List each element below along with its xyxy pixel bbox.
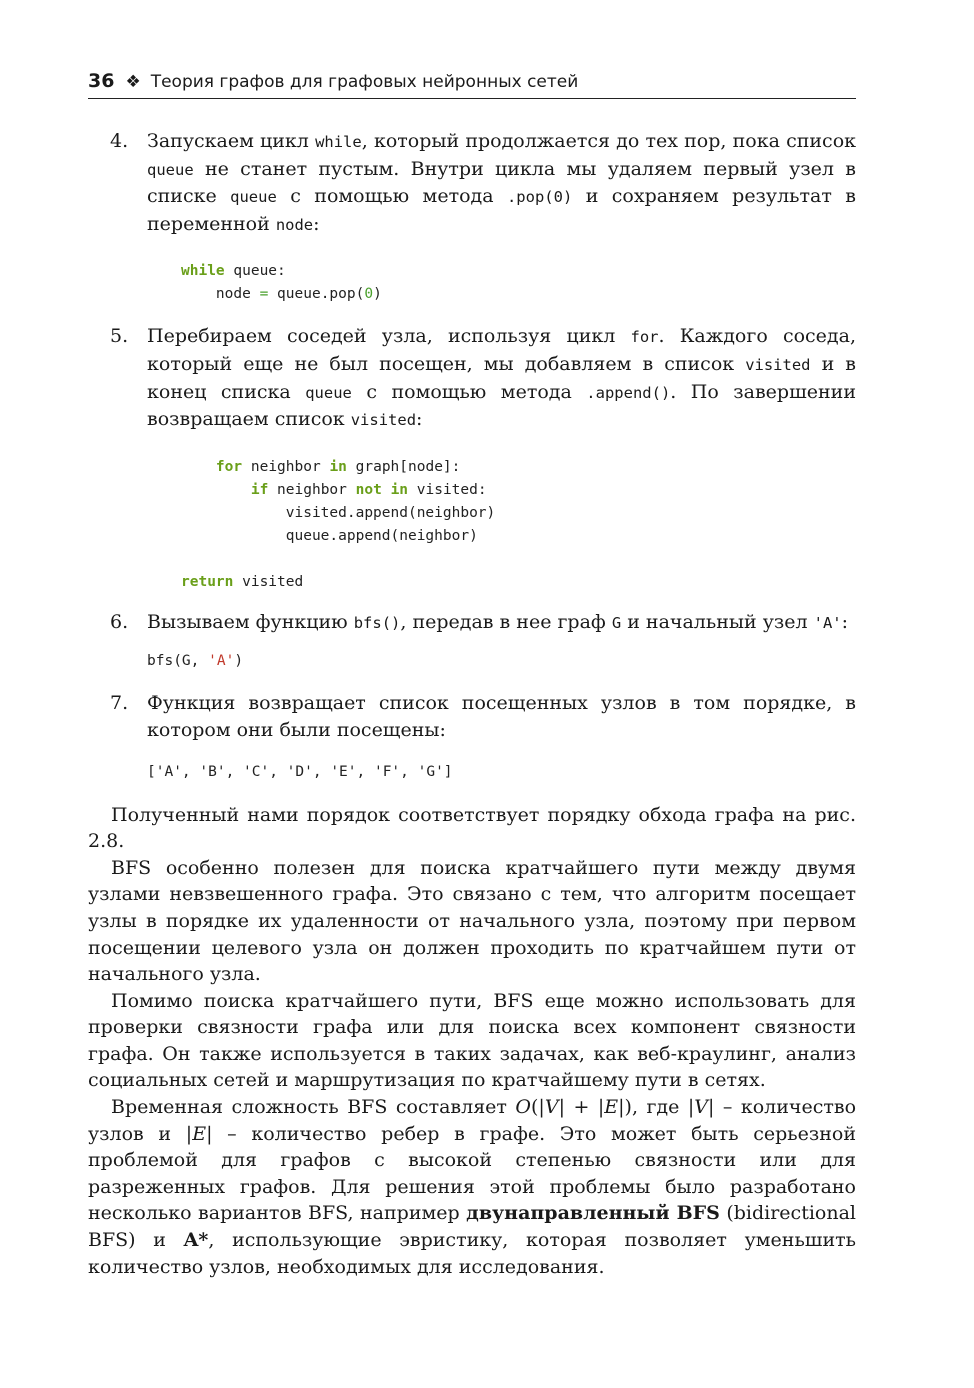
list-number: 4. xyxy=(110,130,129,152)
text-run: |) xyxy=(618,1096,632,1119)
inline-code: queue xyxy=(147,160,194,179)
text-run: : xyxy=(416,408,423,431)
text-run: Перебираем соседей узла, используя цикл xyxy=(147,325,631,348)
bold-term: двунаправленный BFS xyxy=(466,1202,720,1225)
math-symbol: E xyxy=(604,1096,619,1119)
inline-code: bfs() xyxy=(353,613,401,632)
inline-code: visited xyxy=(350,411,417,430)
text-run: Временная сложность BFS составляет xyxy=(111,1096,516,1119)
code-text: neighbor xyxy=(268,481,356,498)
text-run: : xyxy=(841,610,849,633)
list-item-6 xyxy=(88,609,856,637)
text-run: | – количество ребер в графе. Это может быть серьезной проблемой для графов с высокой степенью связности или для разреженных графов. Для решения этой проблемы было разработано несколько вариантов BFS, например xyxy=(88,1122,856,1225)
math-symbol: V xyxy=(544,1096,559,1119)
paragraph-complexity xyxy=(88,1094,856,1280)
code-text: visited xyxy=(233,573,304,590)
inline-code: 'A' xyxy=(813,613,842,632)
code-block-while xyxy=(181,260,856,306)
math-symbol: O xyxy=(515,1096,531,1119)
code-text: neighbor xyxy=(242,458,330,475)
inline-code: .pop(0) xyxy=(506,188,573,207)
text-run: | – количество узлов и | xyxy=(88,1096,857,1145)
text-run: , который продолжается до тех пор, пока список xyxy=(361,130,857,152)
text-run: . По завершении возвращаем список xyxy=(147,380,856,431)
inline-code: queue xyxy=(305,383,352,402)
code-indent xyxy=(181,459,216,475)
math-symbol: E xyxy=(192,1122,207,1145)
text-run: Запускаем цикл xyxy=(147,130,316,152)
code-operator: = xyxy=(259,286,269,303)
code-text: graph[node]: xyxy=(346,458,461,475)
inline-code: node xyxy=(275,215,314,234)
list-item-text xyxy=(147,128,856,238)
text-run: не станет пустым. Внутри цикла мы удаляем первый узел в списке xyxy=(147,157,856,208)
code-keyword: for xyxy=(215,458,243,475)
text-run: и в конец списка xyxy=(147,352,856,403)
list-number: 6. xyxy=(110,610,129,633)
inline-code: while xyxy=(315,133,362,151)
list-number: 5. xyxy=(110,325,129,348)
code-text: queue: xyxy=(224,263,286,280)
text-run: с помощью метода xyxy=(351,380,587,403)
code-keyword: not xyxy=(355,481,382,498)
code-line: queue.append(neighbor) xyxy=(181,527,478,544)
code-block-for xyxy=(181,456,856,594)
inline-code: G xyxy=(611,613,622,632)
code-text: visited: xyxy=(408,481,487,498)
code-line: visited.append(neighbor) xyxy=(181,504,496,521)
code-block-result: ['A', 'B', 'C', 'D', 'E', 'F', 'G'] xyxy=(147,763,453,780)
list-item-7 xyxy=(88,690,856,743)
inline-code: queue xyxy=(230,188,277,207)
code-string: 'A' xyxy=(208,653,235,670)
list-item-text: Функция возвращает список посещенных узлов в том порядке, в котором они были посещены: xyxy=(147,692,856,741)
list-item-5 xyxy=(88,323,856,433)
code-keyword: in xyxy=(390,481,409,498)
bold-term: A* xyxy=(183,1229,209,1252)
code-block-bfs-call xyxy=(147,650,856,673)
text-run: : xyxy=(313,212,320,235)
code-space xyxy=(382,482,391,498)
inline-code: for xyxy=(630,328,659,347)
paragraph: Помимо поиска кратчайшего пути, BFS еще можно использовать для проверки связности графа или для поиска всех компонент связности графа. Он также используется в таких задачах, как веб-краулинг, анализ социальных сетей и маршрутизация по кратчайшему пути в сетях. xyxy=(88,989,856,1092)
diamond-separator-icon: ❖ xyxy=(125,72,141,92)
code-text: bfs(G, xyxy=(147,653,209,670)
list-number: 7. xyxy=(110,692,129,715)
code-indent xyxy=(181,482,251,498)
text-run: с помощью метода xyxy=(276,185,507,208)
text-run: , использующие эвристику, которая позволяет уменьшить количество узлов, необходимых для исследования. xyxy=(88,1229,856,1278)
page-number: 36 xyxy=(88,70,115,92)
code-text: ) xyxy=(234,653,244,670)
page-content xyxy=(88,128,856,1280)
text-run: (| xyxy=(531,1096,545,1119)
code-keyword: return xyxy=(181,573,234,590)
list-item-text xyxy=(147,323,856,433)
text-run: , передав в нее граф xyxy=(400,610,612,633)
text-run: Вызываем функцию xyxy=(147,610,354,633)
running-header xyxy=(88,70,856,99)
code-text: queue.pop( xyxy=(268,286,365,303)
text-run: (bidirectional BFS) и xyxy=(88,1202,856,1252)
inline-code: visited xyxy=(745,355,811,374)
code-keyword: while xyxy=(181,263,225,280)
text-run: и сохраняем результат в переменной xyxy=(147,185,856,235)
running-title: Теория графов для графовых нейронных сетей xyxy=(150,72,579,92)
list-item-text xyxy=(147,609,856,637)
code-keyword: in xyxy=(329,458,347,475)
paragraph: Полученный нами порядок соответствует порядку обхода графа на рис. 2.8. xyxy=(88,803,856,853)
code-text: node xyxy=(181,286,260,303)
list-item-4 xyxy=(88,128,856,238)
code-number: 0 xyxy=(364,286,374,303)
paragraph: BFS особенно полезен для поиска кратчайшего пути между двумя узлами невзвешенного графа. Это связано с тем, что алгоритм посещает узлы в порядке их удаленности от начального узла, поэтому при первом посещении целевого узла он должен проходить по кратчайшем пути от начального узла. xyxy=(88,856,856,986)
text-run: | + | xyxy=(558,1096,605,1119)
text-run: и начальный узел xyxy=(621,610,814,633)
text-run: , где | xyxy=(631,1096,695,1119)
code-text: ) xyxy=(373,286,382,303)
math-symbol: V xyxy=(694,1096,708,1119)
text-run: . Каждого соседа, который еще не был посещен, мы добавляем в список xyxy=(147,325,856,375)
inline-code: .append() xyxy=(586,383,671,402)
code-keyword: if xyxy=(250,481,269,498)
